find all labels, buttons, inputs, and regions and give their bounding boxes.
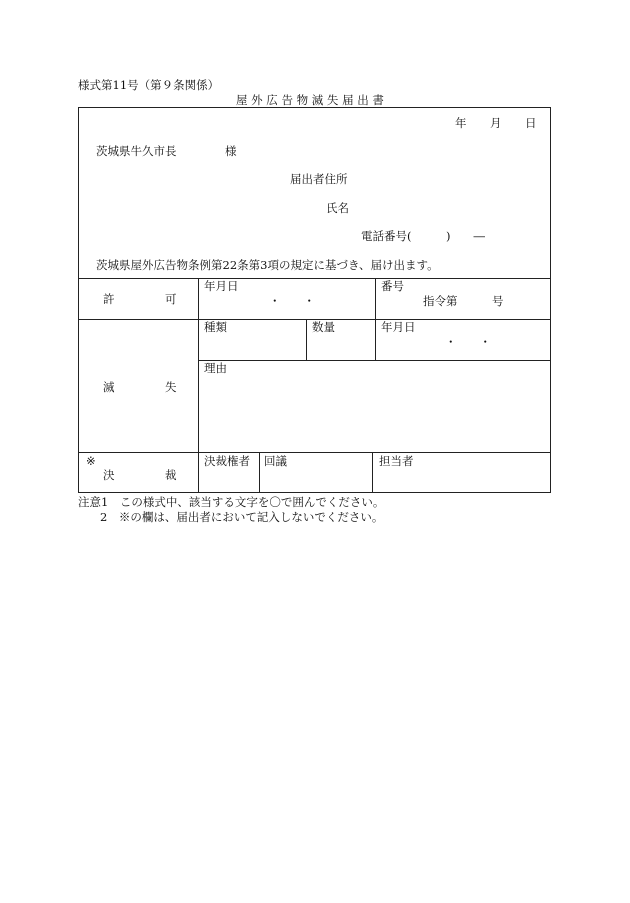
- permit-label-2: 可: [165, 292, 177, 306]
- form-title: 屋 外 広 告 物 滅 失 届 出 書: [236, 93, 384, 107]
- loss-label-2: 失: [165, 380, 177, 394]
- decision-label-2: 裁: [165, 468, 177, 482]
- date-month: 月: [490, 116, 502, 130]
- loss-reason-label: 理由: [204, 361, 227, 375]
- loss-quantity-label: 数量: [312, 320, 335, 334]
- permit-number-divider: [375, 278, 376, 360]
- address-label: 届出者住所: [290, 172, 348, 186]
- authority-divider: [259, 452, 260, 492]
- form-table: [78, 107, 551, 493]
- authority-label: 決裁権者: [204, 454, 250, 468]
- circulation-divider: [372, 452, 373, 492]
- row-divider-decision: [79, 452, 550, 453]
- loss-label-1: 滅: [103, 380, 115, 394]
- note-2: 2 ※の欄は、届出者において記入しないでください。: [100, 510, 384, 524]
- decision-label-1: 決: [103, 468, 115, 482]
- honorific: 様: [225, 144, 237, 158]
- staff-label: 担当者: [379, 454, 414, 468]
- statement: 茨城県屋外広告物条例第22条第3項の規定に基づき、届け出ます。: [96, 258, 439, 272]
- loss-type-label: 種類: [204, 320, 227, 334]
- permit-number-label: 番号: [381, 279, 404, 293]
- circulation-label: 回議: [264, 454, 287, 468]
- date-day: 日: [525, 116, 537, 130]
- row-divider-reason: [198, 360, 550, 361]
- name-label: 氏名: [326, 201, 349, 215]
- form-number: 様式第11号（第９条関係）: [78, 78, 220, 92]
- permit-date-dots: ・ ・: [269, 294, 315, 308]
- label-column-divider: [198, 278, 199, 492]
- phone-label: 電話番号( ) ―: [361, 229, 485, 243]
- row-divider-permit: [79, 278, 550, 279]
- loss-date-label: 年月日: [381, 320, 416, 334]
- permit-date-label: 年月日: [204, 279, 239, 293]
- permit-label-1: 許: [103, 292, 115, 306]
- quantity-divider: [306, 319, 307, 360]
- permit-number-value: 指令第 号: [423, 294, 504, 308]
- addressee: 茨城県牛久市長: [96, 144, 177, 158]
- decision-mark: ※: [86, 454, 96, 468]
- date-year: 年: [455, 116, 467, 130]
- note-1: 注意1 この様式中、該当する文字を〇で囲んでください。: [78, 495, 385, 509]
- loss-date-dots: ・ ・: [445, 335, 491, 349]
